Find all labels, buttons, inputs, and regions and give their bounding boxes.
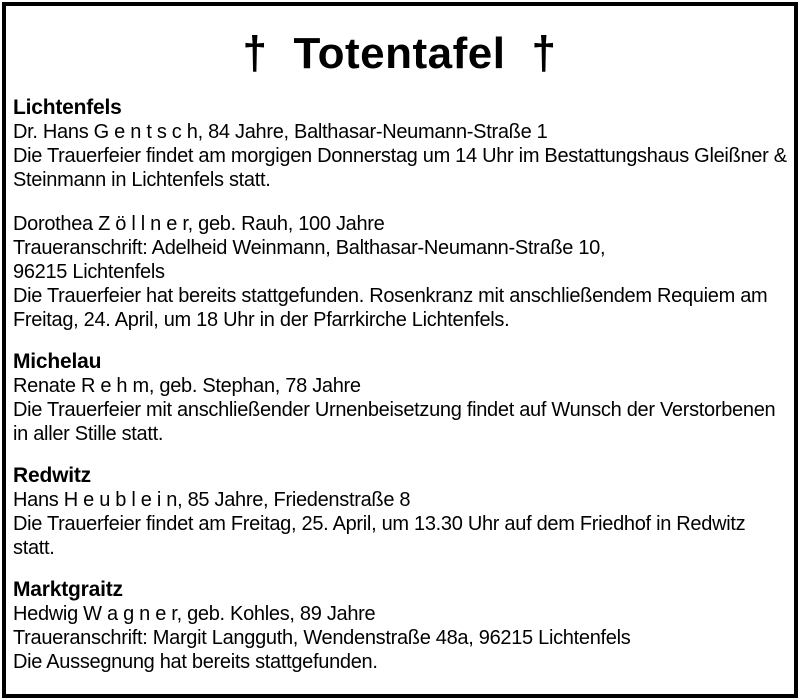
entry-line: Die Trauerfeier mit anschließender Urnenbeisetzung findet auf Wunsch der Verstorbenen bbox=[13, 399, 776, 421]
section-michelau bbox=[13, 350, 786, 446]
section-heading: Michelau bbox=[13, 350, 102, 373]
obituary-entry bbox=[13, 602, 786, 674]
section-heading: Lichtenfels bbox=[13, 96, 122, 119]
cross-icon: † bbox=[242, 27, 268, 80]
obituary-sheet bbox=[2, 2, 798, 698]
page-title-text: Totentafel bbox=[293, 29, 506, 78]
entry-line: in aller Stille statt. bbox=[13, 423, 164, 445]
entry-line: Hedwig W a g n e r, geb. Kohles, 89 Jahre bbox=[13, 603, 376, 625]
section-heading: Redwitz bbox=[13, 464, 91, 487]
entry-line: Die Trauerfeier findet am Freitag, 25. April, um 13.30 Uhr auf dem Friedhof in Redwitz bbox=[13, 513, 746, 535]
page-title bbox=[13, 27, 786, 80]
entry-line: Die Trauerfeier findet am morgigen Donnerstag um 14 Uhr im Bestattungshaus Gleißner & bbox=[13, 145, 787, 167]
obituary-entry bbox=[13, 374, 786, 446]
entry-line: Traueranschrift: Margit Langguth, Wendenstraße 48a, 96215 Lichtenfels bbox=[13, 627, 631, 649]
entry-line: Renate R e h m, geb. Stephan, 78 Jahre bbox=[13, 375, 361, 397]
entry-line: 96215 Lichtenfels bbox=[13, 261, 165, 283]
entry-line: statt. bbox=[13, 537, 55, 559]
entry-line: Steinmann in Lichtenfels statt. bbox=[13, 169, 271, 191]
entry-line: Die Aussegnung hat bereits stattgefunden. bbox=[13, 651, 378, 673]
entry-line: Dr. Hans G e n t s c h, 84 Jahre, Balthasar-Neumann-Straße 1 bbox=[13, 121, 548, 143]
obituary-entry bbox=[13, 212, 786, 332]
section-redwitz bbox=[13, 464, 786, 560]
section-marktgraitz bbox=[13, 578, 786, 674]
entry-line: Freitag, 24. April, um 18 Uhr in der Pfarrkirche Lichtenfels. bbox=[13, 309, 510, 331]
section-heading: Marktgraitz bbox=[13, 578, 123, 601]
obituary-entry bbox=[13, 120, 786, 192]
section-lichtenfels bbox=[13, 96, 786, 332]
obituary-entry bbox=[13, 488, 786, 560]
entry-line: Die Trauerfeier hat bereits stattgefunden. Rosenkranz mit anschließendem Requiem am bbox=[13, 285, 768, 307]
entry-line: Traueranschrift: Adelheid Weinmann, Balthasar-Neumann-Straße 10, bbox=[13, 237, 606, 259]
cross-icon: † bbox=[531, 27, 557, 80]
entry-line: Dorothea Z ö l l n e r, geb. Rauh, 100 Jahre bbox=[13, 213, 385, 235]
entry-line: Hans H e u b l e i n, 85 Jahre, Friedenstraße 8 bbox=[13, 489, 411, 511]
